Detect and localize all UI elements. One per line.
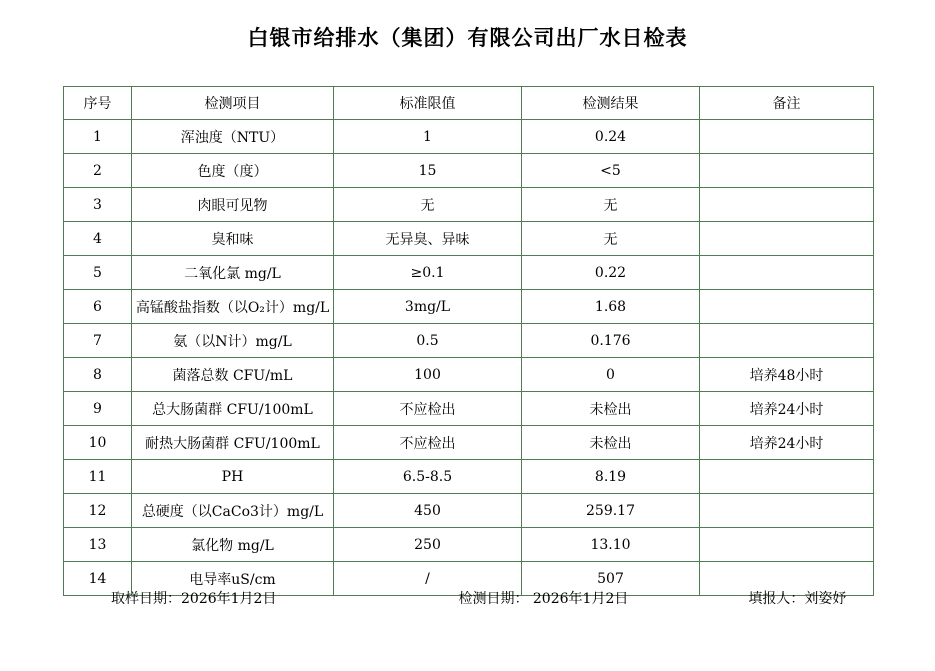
- cell-result: 无: [522, 188, 700, 222]
- column-header-limit: 标准限值: [334, 87, 522, 120]
- cell-limit: 250: [334, 528, 522, 562]
- cell-limit: 100: [334, 358, 522, 392]
- report-page: [0, 22, 935, 671]
- cell-limit: 450: [334, 494, 522, 528]
- table-row: [64, 358, 874, 392]
- table-row: [64, 528, 874, 562]
- cell-result: 无: [522, 222, 700, 256]
- cell-result: 8.19: [522, 460, 700, 494]
- cell-item: 菌落总数 CFU/mL: [132, 358, 334, 392]
- page-title: 白银市给排水（集团）有限公司出厂水日检表: [247, 25, 688, 50]
- cell-note: [700, 460, 874, 494]
- test-date: 检测日期： 2026年1月2日: [458, 591, 629, 607]
- cell-item: 电导率uS/cm: [132, 562, 334, 596]
- cell-item: 臭和味: [132, 222, 334, 256]
- cell-note: [700, 188, 874, 222]
- cell-result: 未检出: [522, 392, 700, 426]
- table-row: [64, 188, 874, 222]
- cell-limit: 无: [334, 188, 522, 222]
- table-row: [64, 290, 874, 324]
- cell-index: 10: [64, 426, 132, 460]
- cell-result: 507: [522, 562, 700, 596]
- table-row: [64, 222, 874, 256]
- cell-note: [700, 120, 874, 154]
- table-row: [64, 392, 874, 426]
- table-header: [64, 87, 874, 120]
- cell-item: 耐热大肠菌群 CFU/100mL: [132, 426, 334, 460]
- cell-index: 14: [64, 562, 132, 596]
- cell-item: 总硬度（以CaCo3计）mg/L: [132, 494, 334, 528]
- cell-item: 肉眼可见物: [132, 188, 334, 222]
- cell-item: 二氧化氯 mg/L: [132, 256, 334, 290]
- cell-result: 未检出: [522, 426, 700, 460]
- reporter: 填报人：刘姿妤: [748, 591, 847, 607]
- cell-index: 1: [64, 120, 132, 154]
- cell-limit: 无异臭、异味: [334, 222, 522, 256]
- cell-note: [700, 528, 874, 562]
- cell-limit: 3mg/L: [334, 290, 522, 324]
- footer: [63, 588, 893, 608]
- cell-index: 6: [64, 290, 132, 324]
- cell-limit: 15: [334, 154, 522, 188]
- cell-item: 色度（度）: [132, 154, 334, 188]
- table-row: [64, 154, 874, 188]
- cell-index: 13: [64, 528, 132, 562]
- cell-result: 13.10: [522, 528, 700, 562]
- cell-result: 0.176: [522, 324, 700, 358]
- cell-item: PH: [132, 460, 334, 494]
- cell-note: [700, 324, 874, 358]
- cell-result: 0.22: [522, 256, 700, 290]
- cell-limit: 1: [334, 120, 522, 154]
- column-header-note: 备注: [700, 87, 874, 120]
- table-row: [64, 324, 874, 358]
- sampling-date: 取样日期：2026年1月2日: [111, 591, 277, 607]
- cell-note: 培养24小时: [700, 426, 874, 460]
- cell-result: 259.17: [522, 494, 700, 528]
- cell-item: 浑浊度（NTU）: [132, 120, 334, 154]
- table-body: [64, 120, 874, 596]
- cell-index: 3: [64, 188, 132, 222]
- cell-index: 9: [64, 392, 132, 426]
- table-row: [64, 426, 874, 460]
- cell-limit: 6.5-8.5: [334, 460, 522, 494]
- table-header-row: [64, 87, 874, 120]
- cell-limit: 不应检出: [334, 392, 522, 426]
- cell-item: 高锰酸盐指数（以O₂计）mg/L: [132, 290, 334, 324]
- cell-note: [700, 256, 874, 290]
- cell-limit: 0.5: [334, 324, 522, 358]
- cell-index: 8: [64, 358, 132, 392]
- column-header-result: 检测结果: [522, 87, 700, 120]
- table-row: [64, 460, 874, 494]
- cell-result: 1.68: [522, 290, 700, 324]
- column-header-index: 序号: [64, 87, 132, 120]
- cell-note: 培养48小时: [700, 358, 874, 392]
- cell-note: [700, 494, 874, 528]
- cell-limit: /: [334, 562, 522, 596]
- cell-limit: ≥0.1: [334, 256, 522, 290]
- cell-note: 培养24小时: [700, 392, 874, 426]
- cell-index: 5: [64, 256, 132, 290]
- cell-result: 0: [522, 358, 700, 392]
- cell-index: 4: [64, 222, 132, 256]
- cell-result: <5: [522, 154, 700, 188]
- table-row: [64, 494, 874, 528]
- table-row: [64, 256, 874, 290]
- cell-note: [700, 154, 874, 188]
- water-quality-table: [63, 86, 874, 596]
- cell-note: [700, 290, 874, 324]
- column-header-item: 检测项目: [132, 87, 334, 120]
- cell-note: [700, 222, 874, 256]
- cell-item: 总大肠菌群 CFU/100mL: [132, 392, 334, 426]
- cell-index: 12: [64, 494, 132, 528]
- table-row: [64, 120, 874, 154]
- cell-result: 0.24: [522, 120, 700, 154]
- cell-limit: 不应检出: [334, 426, 522, 460]
- cell-item: 氯化物 mg/L: [132, 528, 334, 562]
- report-table-container: [63, 86, 873, 596]
- cell-index: 7: [64, 324, 132, 358]
- cell-index: 11: [64, 460, 132, 494]
- cell-item: 氨（以N计）mg/L: [132, 324, 334, 358]
- cell-index: 2: [64, 154, 132, 188]
